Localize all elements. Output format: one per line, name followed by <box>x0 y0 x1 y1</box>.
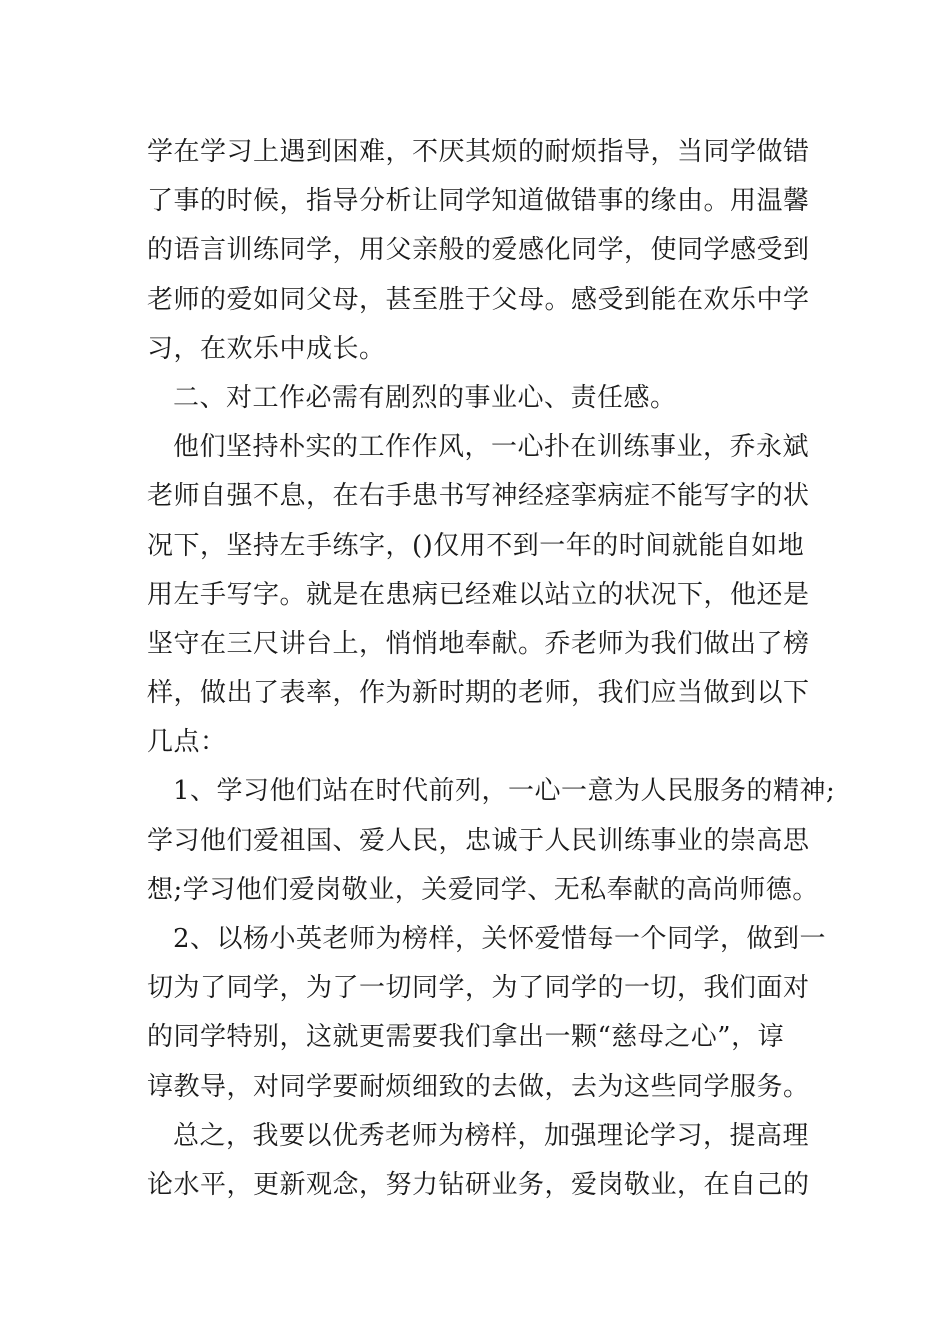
text-line: 他们坚持朴实的工作作风，一心扑在训练事业，乔永斌 <box>173 432 810 463</box>
text-line: 的同学特别，这就更需要我们拿出一颗“慈母之心”，谆 <box>147 1022 785 1053</box>
text-line: 用左手写字。就是在患病已经难以站立的状况下，他还是 <box>147 579 810 610</box>
section-heading: 二、对工作必需有剧烈的事业心、责任感。 <box>173 382 677 413</box>
text-line: 学习他们爱祖国、爱人民，忠诚于人民训练事业的崇高思 <box>147 825 810 856</box>
text-line: 论水平，更新观念，努力钻研业务，爱岗敬业，在自己的 <box>147 1169 810 1200</box>
text-line: 老师自强不息，在右手患书写神经痉挛病症不能写字的状 <box>147 481 810 512</box>
list-item-2: 2、以杨小英老师为榜样，关怀爱惜每一个同学，做到一 <box>173 924 827 954</box>
body-text <box>147 128 836 1210</box>
text-line: 况下，坚持左手练字，()仅用不到一年的时间就能自如地 <box>147 530 805 561</box>
text-line: 想;学习他们爱岗敬业，关爱同学、无私奉献的高尚师德。 <box>147 874 819 905</box>
text-line: 老师的爱如同父母，甚至胜于父母。感受到能在欢乐中学 <box>147 284 810 315</box>
text-line: 了事的时候，指导分析让同学知道做错事的缘由。用温馨 <box>147 186 810 217</box>
conclusion-paragraph: 总之，我要以优秀老师为榜样，加强理论学习，提高理 <box>173 1120 810 1151</box>
text-line: 习，在欢乐中成长。 <box>147 333 386 364</box>
text-line: 几点： <box>147 727 227 758</box>
text-line: 坚守在三尺讲台上，悄悄地奉献。乔老师为我们做出了榜 <box>147 628 810 659</box>
text-line: 学在学习上遇到困难，不厌其烦的耐烦指导，当同学做错 <box>147 137 810 167</box>
text-line: 谆教导，对同学要耐烦细致的去做，去为这些同学服务。 <box>147 1071 810 1102</box>
text-line: 切为了同学，为了一切同学，为了同学的一切，我们面对 <box>147 973 810 1004</box>
list-item-1: 1、学习他们站在时代前列，一心一意为人民服务的精神; <box>173 776 836 807</box>
text-line: 的语言训练同学，用父亲般的爱感化同学，使同学感受到 <box>147 235 810 266</box>
text-line: 样，做出了表率，作为新时期的老师，我们应当做到以下 <box>147 678 810 709</box>
